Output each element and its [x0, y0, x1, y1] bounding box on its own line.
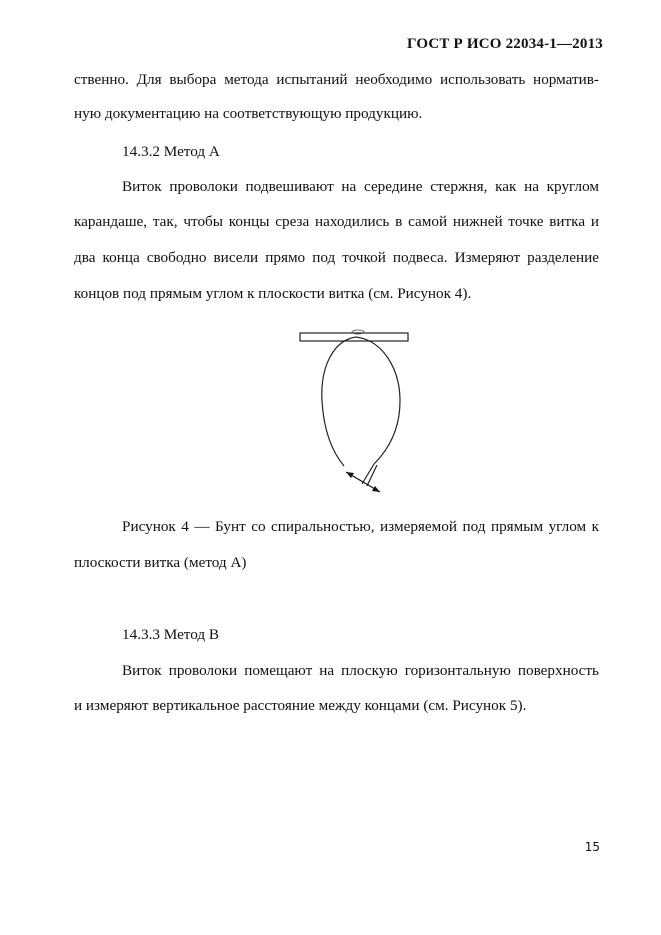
method-a-line-3: два конца свободно висели прямо под точкой подвеса. Измеряют разделение	[74, 249, 599, 266]
figure-4-caption-line-1: Рисунок 4 — Бунт со спиральностью, измеряемой под прямым углом к	[122, 518, 599, 535]
coil-right-arc	[356, 337, 400, 464]
intro-line-1: ственно. Для выбора метода испытаний необходимо использовать норматив-	[74, 71, 599, 88]
method-a-line-4: концов под прямым углом к плоскости витка (см. Рисунок 4).	[74, 285, 472, 302]
figure-4-wire-coil-drawing	[296, 326, 410, 496]
page-number: 15	[584, 840, 600, 854]
document-header: ГОСТ Р ИСО 22034-1—2013	[406, 36, 603, 52]
method-b-line-2: и измеряют вертикальное расстояние между концами (см. Рисунок 5).	[74, 697, 527, 714]
coil-left-arc	[322, 337, 356, 466]
arrow-head-right	[372, 486, 380, 492]
section-heading-method-b: 14.3.3 Метод В	[122, 626, 220, 643]
method-a-line-2: карандаше, так, чтобы концы среза находились в самой нижней точке витка и	[74, 213, 599, 230]
intro-line-2: ную документацию на соответствующую продукцию.	[74, 105, 423, 122]
section-heading-method-a: 14.3.2 Метод А	[122, 143, 220, 160]
figure-4-caption-line-2: плоскости витка (метод А)	[74, 554, 247, 571]
method-b-line-1: Виток проволоки помещают на плоскую горизонтальную поверхность	[122, 662, 599, 679]
arrow-head-left	[346, 472, 354, 478]
method-a-line-1: Виток проволоки подвешивают на середине стержня, как на круглом	[122, 178, 599, 195]
